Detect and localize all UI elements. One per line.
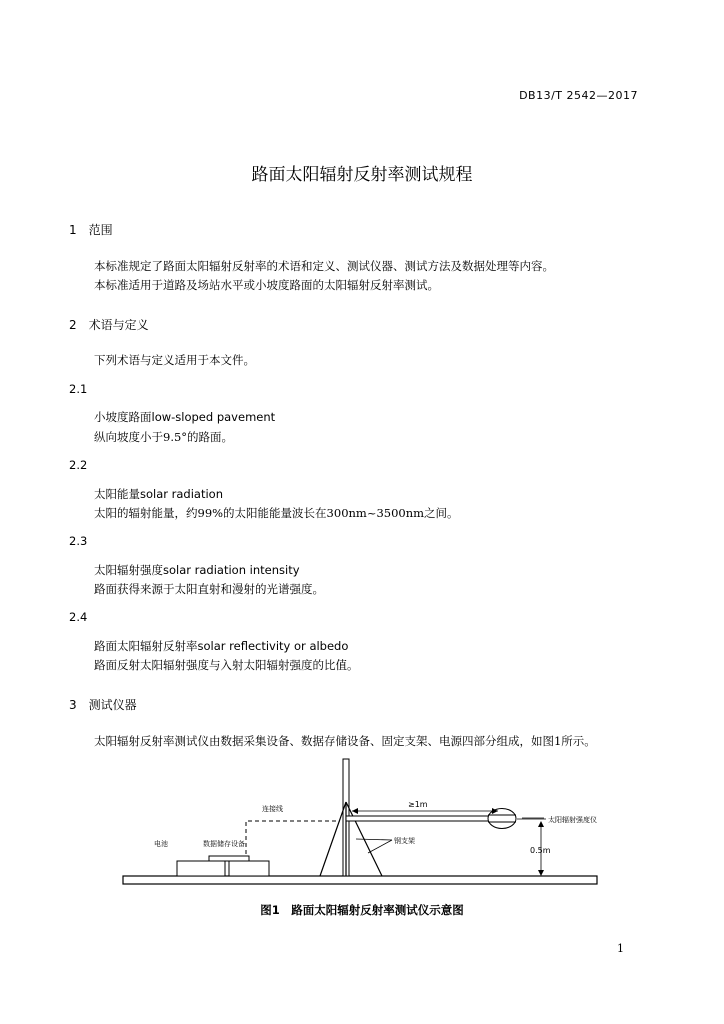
battery-box (177, 861, 225, 876)
label-steel-frame: 钢支架 (394, 837, 415, 845)
label-storage: 数据储存设备 (203, 840, 245, 848)
paragraph: 下列术语与定义适用于本文件。 (94, 353, 255, 367)
label-battery: 电池 (154, 840, 168, 848)
document-title: 路面太阳辐射反射率测试规程 (251, 165, 473, 185)
label-sensor: 太阳辐射强度仪 (548, 816, 597, 824)
term-title: 太阳辐射强度solar radiation intensity (94, 563, 300, 577)
clause-number: 2.1 (69, 382, 88, 396)
term-definition: 太阳的辐射能量，约99%的太阳能能量波长在300nm~3500nm之间。 (94, 506, 459, 520)
term-definition: 路面反射太阳辐射强度与入射太阳辐射强度的比值。 (94, 658, 359, 672)
page-number: 1 (617, 942, 624, 955)
clause-number: 2.3 (69, 534, 88, 548)
term-definition: 路面获得来源于太阳直射和漫射的光谱强度。 (94, 582, 324, 596)
figure-caption: 图1 路面太阳辐射反射率测试仪示意图 (260, 903, 464, 917)
term-title: 小坡度路面low-sloped pavement (94, 410, 276, 424)
ground (123, 876, 597, 884)
paragraph: 本标准适用于道路及场站水平或小坡度路面的太阳辐射反射率测试。 (94, 278, 439, 292)
section-heading-instruments: 3 测试仪器 (69, 698, 137, 712)
term-title: 太阳能量solar radiation (94, 487, 223, 501)
paragraph: 太阳辐射反射率测试仪由数据采集设备、数据存储设备、固定支架、电源四部分组成，如图1所示。 (94, 734, 596, 748)
paragraph: 本标准规定了路面太阳辐射反射率的术语和定义、测试仪器、测试方法及数据处理等内容。 (94, 259, 554, 273)
label-cable: 连接线 (262, 805, 283, 813)
section-heading-terms: 2 术语与定义 (69, 318, 149, 332)
label-height: 0.5m (530, 846, 551, 855)
term-title: 路面太阳辐射反射率solar reflectivity or albedo (94, 639, 349, 653)
standard-number: DB13/T 2542—2017 (519, 89, 638, 102)
instrument-diagram (0, 755, 724, 895)
clause-number: 2.4 (69, 610, 88, 624)
label-distance: ≥1m (408, 800, 428, 809)
term-definition: 纵向坡度小于9.5°的路面。 (94, 430, 234, 444)
clause-number: 2.2 (69, 458, 88, 472)
storage-box (229, 861, 269, 876)
section-heading-scope: 1 范围 (69, 223, 113, 237)
